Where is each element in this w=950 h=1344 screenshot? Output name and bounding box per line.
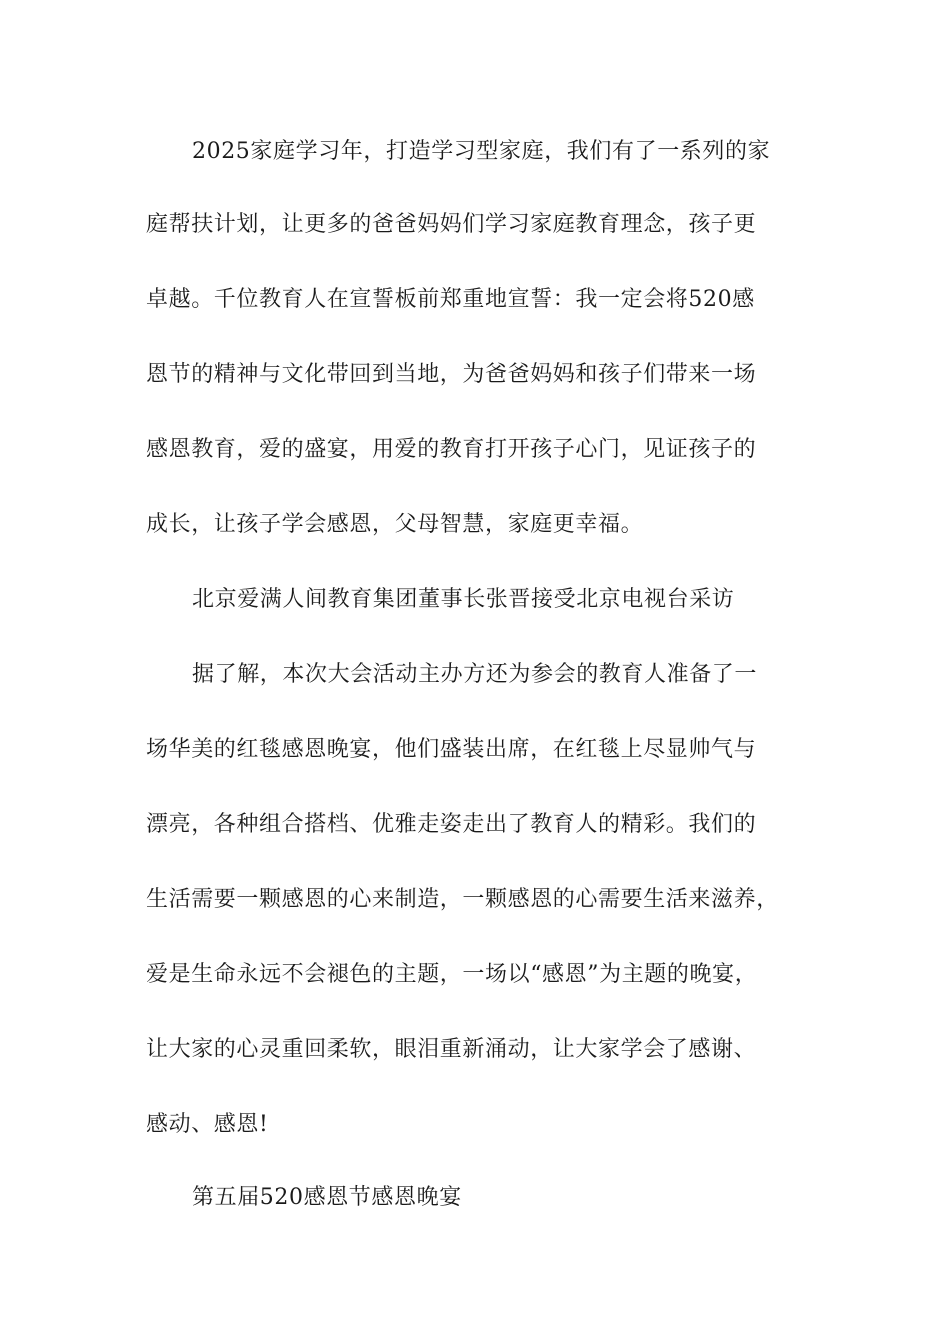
paragraph-1-line-3: 卓越。千位教育人在宣誓板前郑重地宣誓：我一定会将520感 xyxy=(146,287,755,312)
paragraph-2-line-2: 场华美的红毯感恩晚宴，他们盛装出席，在红毯上尽显帅气与 xyxy=(146,737,757,762)
paragraph-2-line-5: 爱是生命永远不会褪色的主题，一场以“感恩”为主题的晚宴， xyxy=(146,962,758,987)
paragraph-2-line-4: 生活需要一颗感恩的心来制造，一颗感恩的心需要生活来滋养， xyxy=(146,887,779,912)
paragraph-2-line-7: 感动、感恩! xyxy=(146,1112,269,1137)
paragraph-1-line-2: 庭帮扶计划，让更多的爸爸妈妈们学习家庭教育理念，孩子更 xyxy=(146,212,757,237)
paragraph-2-line-1: 据了解，本次大会活动主办方还为参会的教育人准备了一 xyxy=(192,662,758,687)
paragraph-2-line-6: 让大家的心灵重回柔软，眼泪重新涌动，让大家学会了感谢、 xyxy=(146,1037,757,1062)
caption-photo-interview: 北京爱满人间教育集团董事长张晋接受北京电视台采访 xyxy=(192,587,735,612)
paragraph-1-line-1: 2025家庭学习年，打造学习型家庭，我们有了一系列的家 xyxy=(192,139,771,164)
paragraph-2-line-3: 漂亮，各种组合搭档、优雅走姿走出了教育人的精彩。我们的 xyxy=(146,812,757,837)
paragraph-1-line-5: 感恩教育，爱的盛宴，用爱的教育打开孩子心门，见证孩子的 xyxy=(146,437,757,462)
caption-gala-dinner: 第五届520感恩节感恩晚宴 xyxy=(192,1185,462,1210)
paragraph-1-line-6: 成长，让孩子学会感恩，父母智慧，家庭更幸福。 xyxy=(146,512,644,537)
paragraph-1-line-4: 恩节的精神与文化带回到当地，为爸爸妈妈和孩子们带来一场 xyxy=(146,362,757,387)
